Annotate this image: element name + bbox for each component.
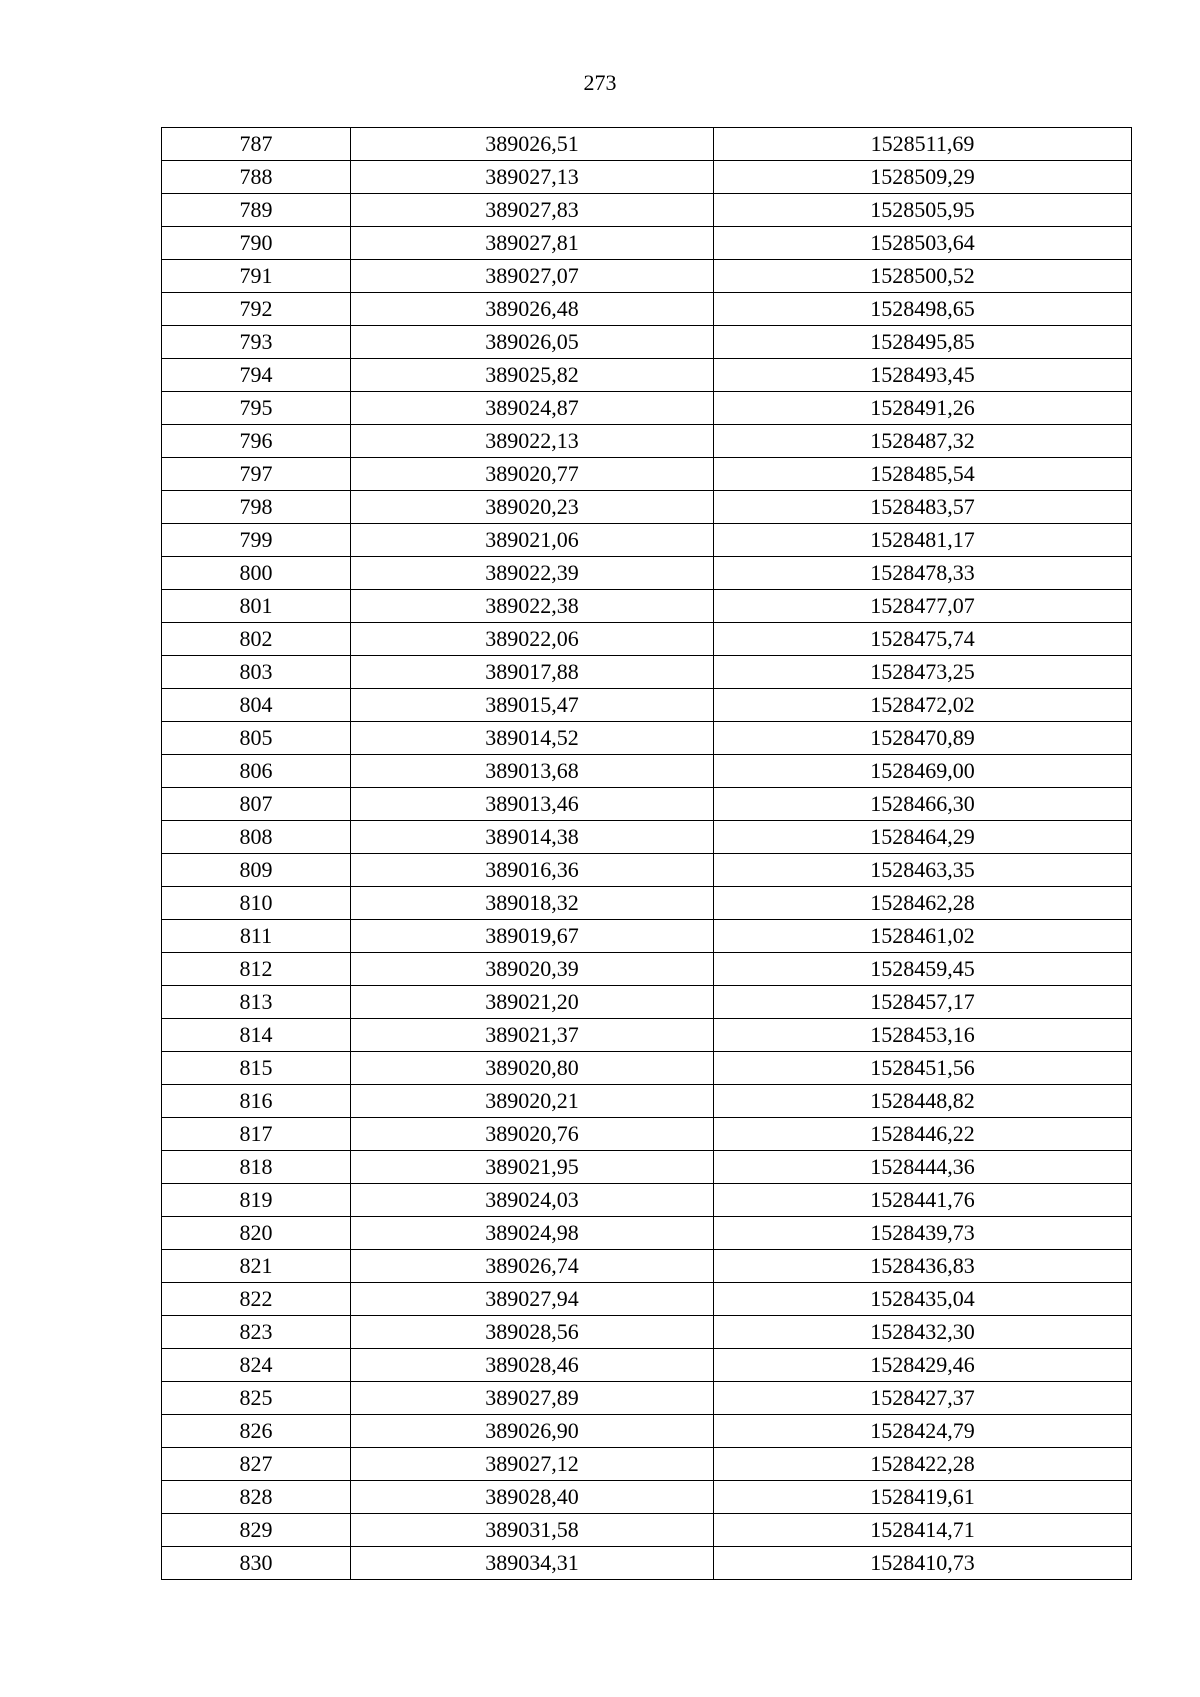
point-number-cell: 821 xyxy=(162,1250,351,1283)
point-number-cell: 790 xyxy=(162,227,351,260)
x-coordinate-cell: 389022,39 xyxy=(351,557,714,590)
x-coordinate-cell: 389017,88 xyxy=(351,656,714,689)
y-coordinate-cell: 1528448,82 xyxy=(714,1085,1132,1118)
point-number-cell: 819 xyxy=(162,1184,351,1217)
y-coordinate-cell: 1528498,65 xyxy=(714,293,1132,326)
x-coordinate-cell: 389027,12 xyxy=(351,1448,714,1481)
x-coordinate-cell: 389031,58 xyxy=(351,1514,714,1547)
point-number-cell: 793 xyxy=(162,326,351,359)
x-coordinate-cell: 389013,68 xyxy=(351,755,714,788)
point-number-cell: 822 xyxy=(162,1283,351,1316)
y-coordinate-cell: 1528422,28 xyxy=(714,1448,1132,1481)
x-coordinate-cell: 389026,74 xyxy=(351,1250,714,1283)
y-coordinate-cell: 1528462,28 xyxy=(714,887,1132,920)
table-row xyxy=(162,1547,1132,1580)
table-row xyxy=(162,1448,1132,1481)
point-number-cell: 801 xyxy=(162,590,351,623)
y-coordinate-cell: 1528451,56 xyxy=(714,1052,1132,1085)
x-coordinate-cell: 389028,46 xyxy=(351,1349,714,1382)
y-coordinate-cell: 1528481,17 xyxy=(714,524,1132,557)
table-row xyxy=(162,359,1132,392)
x-coordinate-cell: 389020,23 xyxy=(351,491,714,524)
y-coordinate-cell: 1528464,29 xyxy=(714,821,1132,854)
y-coordinate-cell: 1528495,85 xyxy=(714,326,1132,359)
table-row xyxy=(162,1118,1132,1151)
point-number-cell: 802 xyxy=(162,623,351,656)
point-number-cell: 792 xyxy=(162,293,351,326)
point-number-cell: 815 xyxy=(162,1052,351,1085)
x-coordinate-cell: 389014,52 xyxy=(351,722,714,755)
table-row xyxy=(162,1481,1132,1514)
x-coordinate-cell: 389034,31 xyxy=(351,1547,714,1580)
x-coordinate-cell: 389024,98 xyxy=(351,1217,714,1250)
table-row xyxy=(162,425,1132,458)
y-coordinate-cell: 1528511,69 xyxy=(714,128,1132,161)
point-number-cell: 823 xyxy=(162,1316,351,1349)
y-coordinate-cell: 1528477,07 xyxy=(714,590,1132,623)
x-coordinate-cell: 389021,37 xyxy=(351,1019,714,1052)
y-coordinate-cell: 1528475,74 xyxy=(714,623,1132,656)
table-row xyxy=(162,986,1132,1019)
y-coordinate-cell: 1528503,64 xyxy=(714,227,1132,260)
x-coordinate-cell: 389027,89 xyxy=(351,1382,714,1415)
table-row xyxy=(162,1283,1132,1316)
x-coordinate-cell: 389024,03 xyxy=(351,1184,714,1217)
x-coordinate-cell: 389021,06 xyxy=(351,524,714,557)
point-number-cell: 807 xyxy=(162,788,351,821)
y-coordinate-cell: 1528463,35 xyxy=(714,854,1132,887)
table-row xyxy=(162,1151,1132,1184)
table-row xyxy=(162,788,1132,821)
point-number-cell: 808 xyxy=(162,821,351,854)
x-coordinate-cell: 389018,32 xyxy=(351,887,714,920)
point-number-cell: 824 xyxy=(162,1349,351,1382)
y-coordinate-cell: 1528459,45 xyxy=(714,953,1132,986)
y-coordinate-cell: 1528509,29 xyxy=(714,161,1132,194)
point-number-cell: 810 xyxy=(162,887,351,920)
y-coordinate-cell: 1528493,45 xyxy=(714,359,1132,392)
table-row xyxy=(162,755,1132,788)
point-number-cell: 798 xyxy=(162,491,351,524)
y-coordinate-cell: 1528473,25 xyxy=(714,656,1132,689)
y-coordinate-cell: 1528432,30 xyxy=(714,1316,1132,1349)
y-coordinate-cell: 1528491,26 xyxy=(714,392,1132,425)
y-coordinate-cell: 1528461,02 xyxy=(714,920,1132,953)
x-coordinate-cell: 389020,76 xyxy=(351,1118,714,1151)
x-coordinate-cell: 389022,06 xyxy=(351,623,714,656)
point-number-cell: 795 xyxy=(162,392,351,425)
point-number-cell: 811 xyxy=(162,920,351,953)
x-coordinate-cell: 389019,67 xyxy=(351,920,714,953)
y-coordinate-cell: 1528436,83 xyxy=(714,1250,1132,1283)
table-row xyxy=(162,194,1132,227)
page-number: 273 xyxy=(583,70,617,95)
point-number-cell: 827 xyxy=(162,1448,351,1481)
table-row xyxy=(162,656,1132,689)
x-coordinate-cell: 389024,87 xyxy=(351,392,714,425)
coordinates-table-body xyxy=(162,128,1132,1580)
table-row xyxy=(162,854,1132,887)
table-row xyxy=(162,1019,1132,1052)
table-row xyxy=(162,326,1132,359)
x-coordinate-cell: 389026,51 xyxy=(351,128,714,161)
table-row xyxy=(162,491,1132,524)
table-row xyxy=(162,293,1132,326)
point-number-cell: 816 xyxy=(162,1085,351,1118)
point-number-cell: 804 xyxy=(162,689,351,722)
x-coordinate-cell: 389013,46 xyxy=(351,788,714,821)
point-number-cell: 805 xyxy=(162,722,351,755)
table-row xyxy=(162,1349,1132,1382)
table-row xyxy=(162,227,1132,260)
y-coordinate-cell: 1528505,95 xyxy=(714,194,1132,227)
table-row xyxy=(162,1316,1132,1349)
table-row xyxy=(162,1184,1132,1217)
x-coordinate-cell: 389025,82 xyxy=(351,359,714,392)
point-number-cell: 818 xyxy=(162,1151,351,1184)
table-row xyxy=(162,128,1132,161)
x-coordinate-cell: 389022,38 xyxy=(351,590,714,623)
point-number-cell: 797 xyxy=(162,458,351,491)
table-row xyxy=(162,1052,1132,1085)
table-row xyxy=(162,161,1132,194)
table-row xyxy=(162,458,1132,491)
point-number-cell: 794 xyxy=(162,359,351,392)
x-coordinate-cell: 389014,38 xyxy=(351,821,714,854)
table-row xyxy=(162,1514,1132,1547)
x-coordinate-cell: 389022,13 xyxy=(351,425,714,458)
point-number-cell: 788 xyxy=(162,161,351,194)
x-coordinate-cell: 389027,94 xyxy=(351,1283,714,1316)
y-coordinate-cell: 1528500,52 xyxy=(714,260,1132,293)
point-number-cell: 799 xyxy=(162,524,351,557)
table-row xyxy=(162,953,1132,986)
point-number-cell: 830 xyxy=(162,1547,351,1580)
x-coordinate-cell: 389020,80 xyxy=(351,1052,714,1085)
table-row xyxy=(162,590,1132,623)
point-number-cell: 813 xyxy=(162,986,351,1019)
point-number-cell: 825 xyxy=(162,1382,351,1415)
y-coordinate-cell: 1528472,02 xyxy=(714,689,1132,722)
table-row xyxy=(162,1217,1132,1250)
x-coordinate-cell: 389020,77 xyxy=(351,458,714,491)
y-coordinate-cell: 1528414,71 xyxy=(714,1514,1132,1547)
y-coordinate-cell: 1528466,30 xyxy=(714,788,1132,821)
point-number-cell: 809 xyxy=(162,854,351,887)
table-row xyxy=(162,392,1132,425)
x-coordinate-cell: 389021,20 xyxy=(351,986,714,1019)
table-row xyxy=(162,722,1132,755)
y-coordinate-cell: 1528478,33 xyxy=(714,557,1132,590)
y-coordinate-cell: 1528446,22 xyxy=(714,1118,1132,1151)
table-row xyxy=(162,920,1132,953)
x-coordinate-cell: 389028,40 xyxy=(351,1481,714,1514)
point-number-cell: 803 xyxy=(162,656,351,689)
coordinates-table xyxy=(161,127,1132,1580)
point-number-cell: 812 xyxy=(162,953,351,986)
x-coordinate-cell: 389027,81 xyxy=(351,227,714,260)
y-coordinate-cell: 1528485,54 xyxy=(714,458,1132,491)
y-coordinate-cell: 1528457,17 xyxy=(714,986,1132,1019)
y-coordinate-cell: 1528419,61 xyxy=(714,1481,1132,1514)
table-row xyxy=(162,821,1132,854)
x-coordinate-cell: 389027,13 xyxy=(351,161,714,194)
point-number-cell: 800 xyxy=(162,557,351,590)
table-row xyxy=(162,1250,1132,1283)
x-coordinate-cell: 389027,07 xyxy=(351,260,714,293)
table-row xyxy=(162,557,1132,590)
x-coordinate-cell: 389020,39 xyxy=(351,953,714,986)
point-number-cell: 814 xyxy=(162,1019,351,1052)
x-coordinate-cell: 389026,05 xyxy=(351,326,714,359)
table-row xyxy=(162,1085,1132,1118)
y-coordinate-cell: 1528429,46 xyxy=(714,1349,1132,1382)
table-row xyxy=(162,1382,1132,1415)
point-number-cell: 820 xyxy=(162,1217,351,1250)
y-coordinate-cell: 1528424,79 xyxy=(714,1415,1132,1448)
y-coordinate-cell: 1528444,36 xyxy=(714,1151,1132,1184)
x-coordinate-cell: 389026,90 xyxy=(351,1415,714,1448)
x-coordinate-cell: 389028,56 xyxy=(351,1316,714,1349)
y-coordinate-cell: 1528453,16 xyxy=(714,1019,1132,1052)
table-row xyxy=(162,260,1132,293)
table-row xyxy=(162,524,1132,557)
point-number-cell: 829 xyxy=(162,1514,351,1547)
y-coordinate-cell: 1528439,73 xyxy=(714,1217,1132,1250)
point-number-cell: 826 xyxy=(162,1415,351,1448)
point-number-cell: 817 xyxy=(162,1118,351,1151)
y-coordinate-cell: 1528469,00 xyxy=(714,755,1132,788)
y-coordinate-cell: 1528427,37 xyxy=(714,1382,1132,1415)
y-coordinate-cell: 1528487,32 xyxy=(714,425,1132,458)
y-coordinate-cell: 1528410,73 xyxy=(714,1547,1132,1580)
y-coordinate-cell: 1528483,57 xyxy=(714,491,1132,524)
x-coordinate-cell: 389026,48 xyxy=(351,293,714,326)
point-number-cell: 828 xyxy=(162,1481,351,1514)
y-coordinate-cell: 1528435,04 xyxy=(714,1283,1132,1316)
point-number-cell: 806 xyxy=(162,755,351,788)
x-coordinate-cell: 389016,36 xyxy=(351,854,714,887)
table-row xyxy=(162,1415,1132,1448)
point-number-cell: 791 xyxy=(162,260,351,293)
x-coordinate-cell: 389021,95 xyxy=(351,1151,714,1184)
table-row xyxy=(162,623,1132,656)
table-row xyxy=(162,887,1132,920)
point-number-cell: 789 xyxy=(162,194,351,227)
y-coordinate-cell: 1528441,76 xyxy=(714,1184,1132,1217)
table-row xyxy=(162,689,1132,722)
y-coordinate-cell: 1528470,89 xyxy=(714,722,1132,755)
x-coordinate-cell: 389020,21 xyxy=(351,1085,714,1118)
point-number-cell: 787 xyxy=(162,128,351,161)
x-coordinate-cell: 389027,83 xyxy=(351,194,714,227)
point-number-cell: 796 xyxy=(162,425,351,458)
x-coordinate-cell: 389015,47 xyxy=(351,689,714,722)
